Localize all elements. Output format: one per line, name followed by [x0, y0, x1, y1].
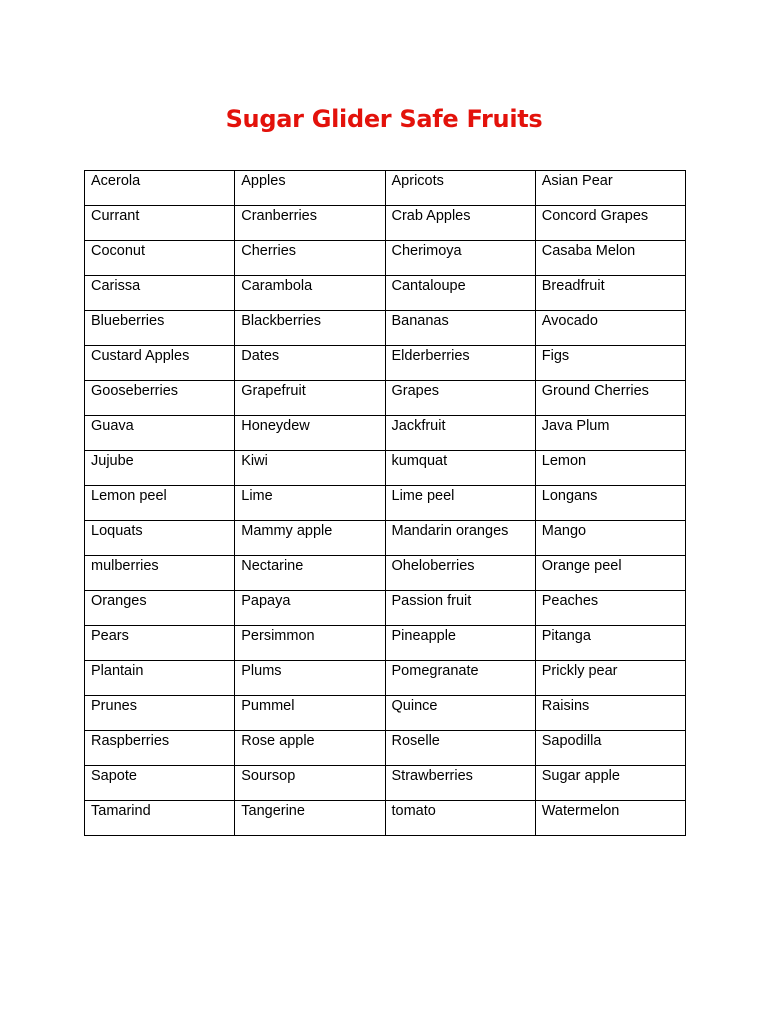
table-cell	[385, 451, 535, 486]
fruit-name: Blackberries	[241, 313, 322, 329]
fruit-name: mulberries	[91, 558, 159, 574]
fruit-name: Persimmon	[241, 628, 315, 644]
fruit-name: Nectarine	[241, 558, 304, 574]
table-cell	[85, 766, 235, 801]
fruit-name: Concord Grapes	[541, 208, 649, 224]
table-cell	[385, 521, 535, 556]
table-cell	[535, 556, 685, 591]
table-cell	[235, 521, 385, 556]
table-cell	[85, 696, 235, 731]
fruit-name: Elderberries	[391, 348, 470, 364]
fruit-name: Grapefruit	[241, 383, 306, 399]
table-cell	[535, 486, 685, 521]
table-row	[85, 206, 686, 241]
fruit-name: Mandarin oranges	[391, 523, 509, 539]
fruit-name: Dates	[241, 348, 280, 364]
fruit-name: Lemon	[541, 453, 587, 469]
fruit-name: Passion fruit	[391, 593, 472, 609]
table-cell	[535, 206, 685, 241]
fruit-name: Prunes	[91, 698, 137, 714]
table-cell	[385, 696, 535, 731]
table-row	[85, 696, 686, 731]
fruit-name: Lemon peel	[91, 488, 167, 504]
table-cell	[85, 661, 235, 696]
fruit-name: Jackfruit	[391, 418, 446, 434]
fruit-name: Raspberries	[91, 733, 170, 749]
fruit-name: Figs	[541, 348, 570, 364]
table-cell	[85, 416, 235, 451]
table-cell	[85, 451, 235, 486]
fruit-name: Asian Pear	[541, 173, 613, 189]
table-cell	[235, 381, 385, 416]
fruit-name: Mammy apple	[241, 523, 333, 539]
table-cell	[535, 381, 685, 416]
table-cell	[385, 241, 535, 276]
fruit-name: Sugar apple	[541, 768, 620, 784]
table-cell	[535, 346, 685, 381]
fruit-name: Longans	[541, 488, 598, 504]
table-cell	[235, 731, 385, 766]
fruit-name: Guava	[91, 418, 134, 434]
table-cell	[85, 206, 235, 241]
fruit-name: Avocado	[541, 313, 598, 329]
fruit-name: Carissa	[91, 278, 141, 294]
page-title: Sugar Glider Safe Fruits	[225, 105, 543, 134]
fruit-name: Orange peel	[541, 558, 622, 574]
table-cell	[535, 626, 685, 661]
fruit-name: Bananas	[391, 313, 449, 329]
table-cell	[85, 241, 235, 276]
table-cell	[535, 451, 685, 486]
fruit-name: Roselle	[391, 733, 440, 749]
table-cell	[535, 276, 685, 311]
table-cell	[85, 171, 235, 206]
table-cell	[85, 486, 235, 521]
table-row	[85, 766, 686, 801]
fruit-name: Apples	[241, 173, 286, 189]
table-cell	[385, 206, 535, 241]
fruit-name: Jujube	[91, 453, 134, 469]
table-cell	[85, 346, 235, 381]
fruit-name: Acerola	[91, 173, 141, 189]
fruit-name: Cherimoya	[391, 243, 462, 259]
fruit-name: Tamarind	[91, 803, 151, 819]
fruit-name: Blueberries	[91, 313, 165, 329]
fruit-name: Pomegranate	[391, 663, 479, 679]
fruit-name: Quince	[391, 698, 438, 714]
fruit-name: Strawberries	[391, 768, 473, 784]
table-cell	[85, 276, 235, 311]
fruit-name: Papaya	[241, 593, 291, 609]
fruit-name: Pears	[91, 628, 129, 644]
table-cell	[385, 346, 535, 381]
table-cell	[535, 171, 685, 206]
table-cell	[535, 661, 685, 696]
fruit-table-body	[85, 171, 686, 836]
table-cell	[385, 416, 535, 451]
fruit-name: Carambola	[241, 278, 313, 294]
table-cell	[535, 731, 685, 766]
table-cell	[535, 801, 685, 836]
fruit-name: Raisins	[541, 698, 590, 714]
table-cell	[235, 311, 385, 346]
table-cell	[535, 311, 685, 346]
table-cell	[85, 626, 235, 661]
fruit-name: Cranberries	[241, 208, 317, 224]
table-cell	[85, 731, 235, 766]
table-row	[85, 416, 686, 451]
table-cell	[85, 311, 235, 346]
fruit-name: Soursop	[241, 768, 296, 784]
table-cell	[385, 766, 535, 801]
fruit-name: Lime peel	[391, 488, 455, 504]
fruit-name: Pineapple	[391, 628, 456, 644]
fruit-name: Oheloberries	[391, 558, 475, 574]
table-cell	[535, 416, 685, 451]
table-cell	[385, 801, 535, 836]
table-cell	[385, 486, 535, 521]
fruit-name: Coconut	[91, 243, 146, 259]
table-cell	[535, 591, 685, 626]
table-cell	[235, 801, 385, 836]
table-cell	[235, 171, 385, 206]
table-cell	[385, 276, 535, 311]
table-row	[85, 556, 686, 591]
table-row	[85, 661, 686, 696]
fruit-name: Ground Cherries	[541, 383, 649, 399]
fruit-name: Breadfruit	[541, 278, 605, 294]
fruit-name: Sapodilla	[541, 733, 602, 749]
table-cell	[235, 346, 385, 381]
table-cell	[85, 556, 235, 591]
table-cell	[235, 486, 385, 521]
fruit-name: Gooseberries	[91, 383, 179, 399]
fruit-name: Pitanga	[541, 628, 591, 644]
fruit-name: Sapote	[91, 768, 137, 784]
table-row	[85, 521, 686, 556]
fruit-name: Lime	[241, 488, 273, 504]
fruit-name: Apricots	[391, 173, 444, 189]
fruit-name: Crab Apples	[391, 208, 471, 224]
table-cell	[85, 521, 235, 556]
fruit-name: Casaba Melon	[541, 243, 636, 259]
table-cell	[385, 731, 535, 766]
fruit-name: Grapes	[391, 383, 440, 399]
fruit-name: Loquats	[91, 523, 143, 539]
table-cell	[235, 591, 385, 626]
table-cell	[235, 766, 385, 801]
table-row	[85, 801, 686, 836]
table-row	[85, 731, 686, 766]
table-cell	[385, 661, 535, 696]
table-cell	[385, 311, 535, 346]
table-cell	[235, 451, 385, 486]
table-cell	[235, 626, 385, 661]
fruit-name: Cherries	[241, 243, 297, 259]
fruit-name: Watermelon	[541, 803, 620, 819]
table-row	[85, 346, 686, 381]
fruit-name: Cantaloupe	[391, 278, 466, 294]
table-row	[85, 311, 686, 346]
fruit-name: Mango	[541, 523, 587, 539]
fruit-name: Plantain	[91, 663, 144, 679]
fruit-name: Tangerine	[241, 803, 305, 819]
table-cell	[235, 556, 385, 591]
fruit-name: Honeydew	[241, 418, 310, 434]
fruit-table	[84, 170, 686, 836]
fruit-name: Rose apple	[241, 733, 315, 749]
fruit-name: Peaches	[541, 593, 599, 609]
table-cell	[235, 276, 385, 311]
fruit-name: Pummel	[241, 698, 295, 714]
table-cell	[535, 521, 685, 556]
table-row	[85, 241, 686, 276]
table-cell	[535, 766, 685, 801]
table-row	[85, 171, 686, 206]
table-cell	[235, 206, 385, 241]
fruit-name: Kiwi	[241, 453, 268, 469]
table-cell	[235, 241, 385, 276]
fruit-name: Oranges	[91, 593, 147, 609]
table-cell	[235, 661, 385, 696]
table-cell	[535, 241, 685, 276]
table-cell	[85, 801, 235, 836]
table-row	[85, 626, 686, 661]
table-cell	[385, 556, 535, 591]
table-cell	[385, 626, 535, 661]
table-row	[85, 276, 686, 311]
table-cell	[385, 381, 535, 416]
table-row	[85, 381, 686, 416]
table-cell	[535, 696, 685, 731]
fruit-name: Java Plum	[541, 418, 610, 434]
fruit-name: Currant	[91, 208, 140, 224]
fruit-name: Custard Apples	[91, 348, 190, 364]
table-cell	[385, 591, 535, 626]
fruit-name: Plums	[241, 663, 282, 679]
fruit-name: tomato	[391, 803, 436, 819]
table-cell	[235, 696, 385, 731]
table-row	[85, 591, 686, 626]
table-cell	[85, 591, 235, 626]
table-row	[85, 486, 686, 521]
table-cell	[235, 416, 385, 451]
table-row	[85, 451, 686, 486]
fruit-name: kumquat	[391, 453, 448, 469]
table-cell	[385, 171, 535, 206]
fruit-name: Prickly pear	[541, 663, 618, 679]
table-cell	[85, 381, 235, 416]
